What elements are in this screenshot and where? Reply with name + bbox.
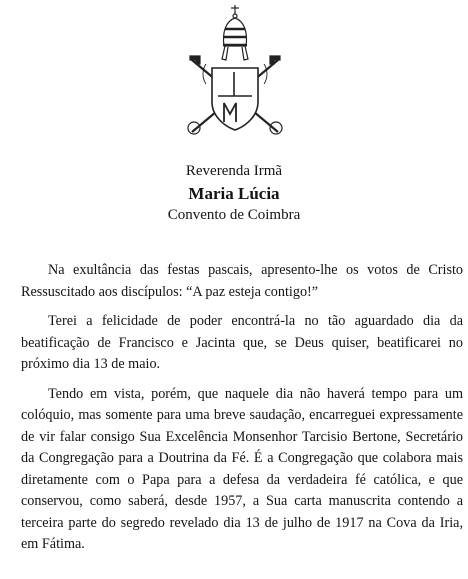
recipient-name: Maria Lúcia xyxy=(188,184,280,203)
paragraph: Na exultância das festas pascais, apresento-lhe os votos de Cristo Ressuscitado aos discípulos: “A paz esteja contigo!” xyxy=(21,262,463,300)
recipient-convent: Convento de Coimbra xyxy=(167,207,301,223)
letter-body xyxy=(21,260,463,564)
paragraph: Terei a felicidade de poder encontrá-la no tão aguardado dia da beatificação de Francisco e Jacinta que, se Deus quiser, beatificarei no próximo dia 13 de maio. xyxy=(21,313,463,372)
paragraph: Tendo em vista, porém, que naquele dia não haverá tempo para um colóquio, mas somente para uma breve saudação, encarreguei expressamente de vir falar consigo Sua Excelência Monsenhor Tarcisio Bertone, Secretário da Congregação para a Doutrina da Fé. É a Congregação que colabora mais diretamente com o Papa para a defesa da verdadeira fé católica, e que conservou, como saberá, desde 1957, a Sua carta manuscrita contendo a terceira parte do segredo revelado dia 13 de julho de 1917 na Cova da Iria, em Fátima. xyxy=(21,385,463,552)
papal-coat-of-arms-icon xyxy=(176,4,294,138)
salutation: Reverenda Irmã xyxy=(185,163,283,179)
